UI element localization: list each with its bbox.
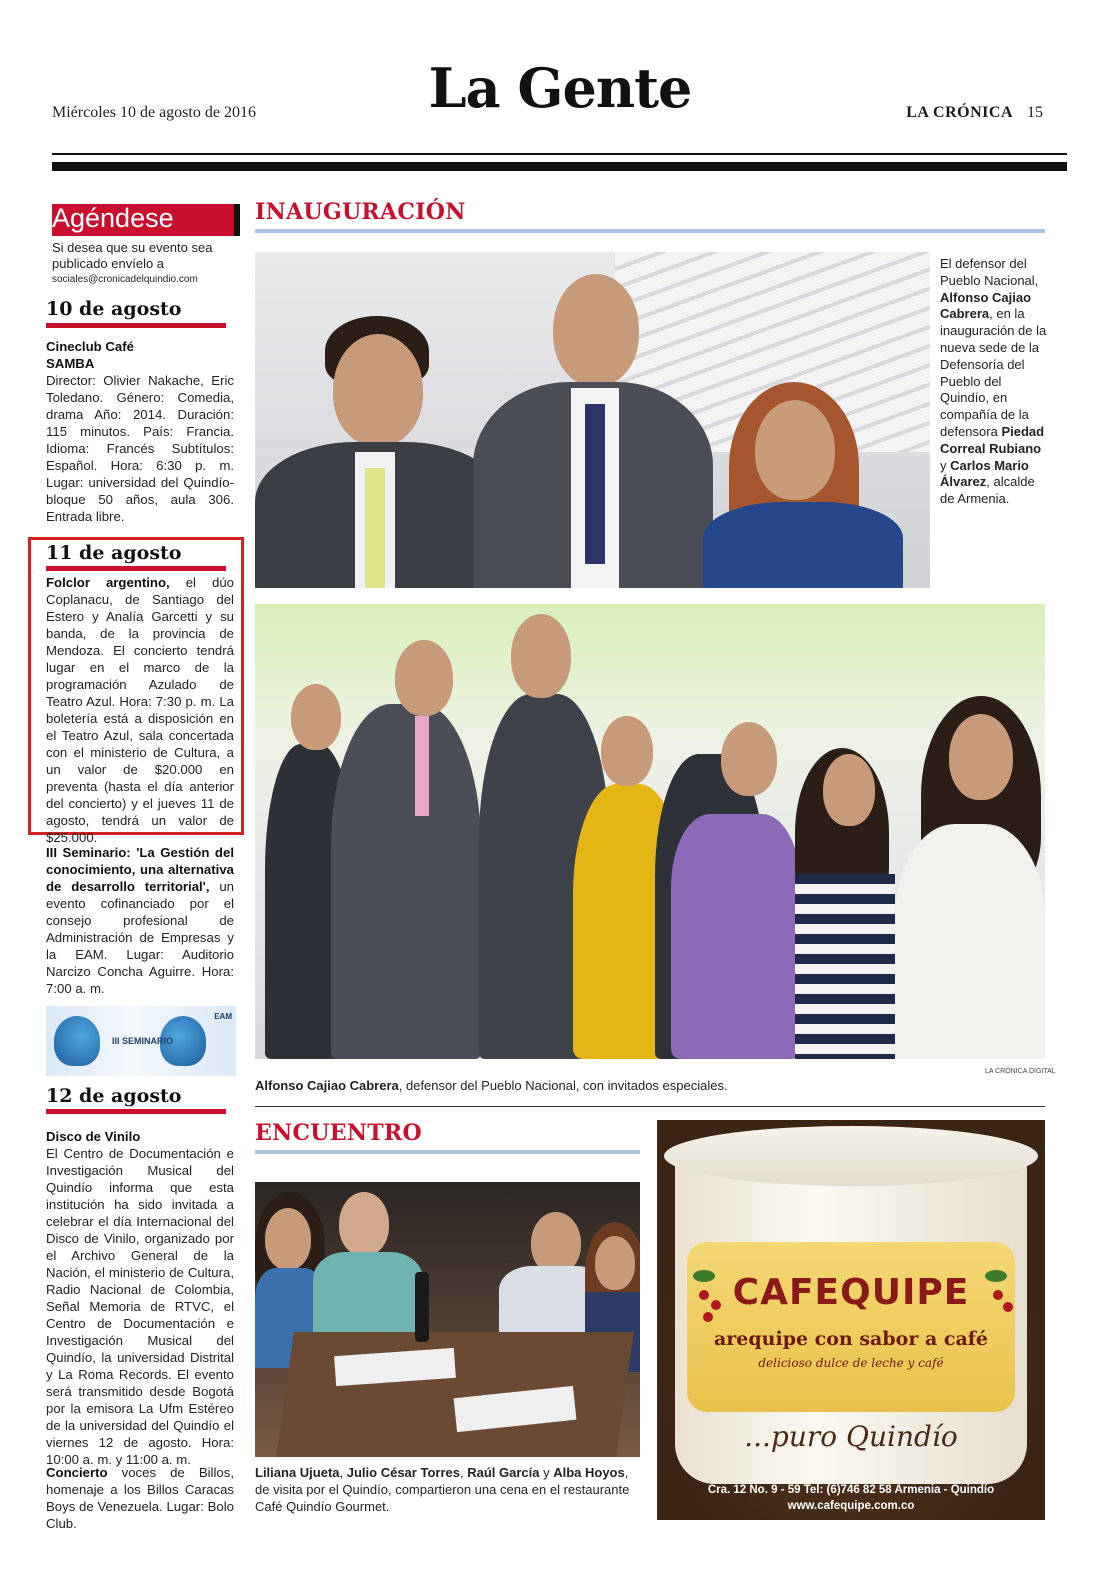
caption-name: Alfonso Cajiao Cabrera xyxy=(940,289,1032,322)
photo-credit: LA CRÓNICA DIGITAL xyxy=(985,1068,1056,1075)
event-cineclub-title: Cineclub Café xyxy=(46,339,134,354)
caption-text: , de visita por el Quindío, compartieron una cena en el restaurante Café Quindío Gourmet. xyxy=(255,1465,630,1514)
caption-text: , xyxy=(459,1465,468,1480)
coffee-berry-icon xyxy=(703,1312,713,1322)
agenda-title: Agéndese xyxy=(52,203,174,233)
person-face xyxy=(531,1212,581,1274)
caption-text: , xyxy=(339,1465,347,1480)
event-cineclub-film: SAMBA xyxy=(46,356,95,371)
person-face xyxy=(823,754,875,826)
white-blouse xyxy=(895,824,1045,1059)
person-face xyxy=(601,716,653,786)
guests-caption xyxy=(255,1078,728,1093)
day-heading-12: 12 de agosto xyxy=(46,1085,182,1107)
masthead-thin-rule xyxy=(52,153,1067,155)
inauguracion-rule xyxy=(255,229,1045,233)
agenda-email: sociales@cronicadelquindio.com xyxy=(52,274,198,285)
encuentro-heading: ENCUENTRO xyxy=(255,1120,422,1146)
person-face xyxy=(755,400,835,500)
encuentro-rule xyxy=(255,1150,640,1154)
caption-text: , alcalde de Armenia. xyxy=(940,474,1035,507)
caption-name: Julio César Torres xyxy=(346,1465,460,1480)
cup-label xyxy=(687,1242,1015,1412)
caption-name: Liliana Ujueta xyxy=(255,1465,340,1480)
day-rule-10 xyxy=(46,323,226,328)
page-number: 15 xyxy=(1027,104,1043,121)
caption-text: y xyxy=(539,1465,554,1480)
event-concierto xyxy=(46,1464,234,1532)
seminar-banner-image xyxy=(46,1006,236,1076)
tie xyxy=(365,468,385,588)
caption-name: Carlos Mario Álvarez xyxy=(940,457,1029,490)
person-face xyxy=(395,640,453,716)
caption-text: y xyxy=(940,457,951,473)
purple-dress xyxy=(671,814,801,1059)
person-face xyxy=(553,274,639,386)
event-vinilo-title: Disco de Vinilo xyxy=(46,1129,141,1144)
event-seminario-text: un evento cofinanciado por el consejo profesional de Administración de Empresas y la EAM. Lugar: Auditorio Narcizo Concha Aguirre. Hora: 7:00 a. m. xyxy=(46,879,234,996)
person-shirt xyxy=(313,1252,423,1342)
cup-lid xyxy=(664,1126,1038,1186)
caption-text: , defensor del Pueblo Nacional, con invitados especiales. xyxy=(398,1078,728,1093)
seminar-banner-label: III SEMINARIO xyxy=(112,1036,174,1046)
ad-website: www.cafequipe.com.co xyxy=(787,1500,915,1512)
event-folclor xyxy=(46,574,234,846)
inauguration-side-caption xyxy=(940,256,1050,508)
caption-name: Raúl García xyxy=(467,1465,540,1480)
tie xyxy=(585,404,605,564)
event-seminario xyxy=(46,844,234,997)
person-face xyxy=(721,722,777,796)
event-folclor-text: el dúo Coplanacu, de Santiago del Estero y Analía Garcetti y su banda, de la provincia de Mendoza. El concierto tendrá lugar en el marco de la programación Azulado de Teatro Azul. Hora: 7:30 p. m. La boletería está a disposición en el Teatro Azul, sala concertada con el ministerio de Cultura, a un valor de $20.000 en preventa (hasta el día anterior del concierto) y el jueves 11 de agosto, tendrá un valor de $25.000. xyxy=(46,575,234,845)
person-face xyxy=(595,1236,635,1290)
wine-bottle xyxy=(415,1272,429,1342)
ad-brand: CAFEQUIPE xyxy=(732,1272,970,1313)
event-cineclub-text: Director: Olivier Nakache, Eric Toledano. Género: Comedia, drama Año: 2014. Duración: 115 minutos. País: Francia. Idioma: Francés Subtítulos: Español. Hora: 6:30 p. m. Lugar: universidad del Quindío-bloque 50 años, aula 306. Entrada libre. xyxy=(46,373,234,524)
ad-tagline: arequipe con sabor a café xyxy=(713,1328,989,1350)
event-concierto-title: Concierto xyxy=(46,1465,108,1480)
section-divider xyxy=(255,1106,1045,1107)
ad-subtagline: delicioso dulce de leche y café xyxy=(758,1356,944,1370)
inauguration-photo xyxy=(255,252,930,588)
striped-top xyxy=(795,874,895,1059)
person-face xyxy=(339,1192,389,1256)
ad-slogan: ...puro Quindío xyxy=(744,1420,958,1453)
caption-name: Alba Hoyos xyxy=(553,1465,625,1480)
person-face xyxy=(511,614,571,698)
person-suit xyxy=(331,704,481,1059)
event-seminario-title: III Seminario: 'La Gestión del conocimiento, una alternativa de desarrollo territorial', xyxy=(46,845,234,894)
caption-name: Alfonso Cajiao Cabrera xyxy=(255,1078,399,1093)
person-face xyxy=(291,684,341,750)
person-face xyxy=(949,714,1013,800)
caption-text: , en la inauguración de la nueva sede de la Defensoría del Pueblo del Quindío, en compañía de la defensora xyxy=(940,306,1047,439)
event-folclor-title: Folclor argentino, xyxy=(46,575,170,590)
issue-date: Miércoles 10 de agosto de 2016 xyxy=(52,104,256,121)
caption-text: El defensor del Pueblo Nacional, xyxy=(940,256,1039,288)
inauguracion-heading: INAUGURACIÓN xyxy=(255,199,466,225)
day-rule-12 xyxy=(46,1109,226,1114)
eam-logo: EAM xyxy=(214,1012,232,1021)
dinner-caption xyxy=(255,1464,640,1515)
day-rule-11 xyxy=(46,566,226,571)
day-heading-11: 11 de agosto xyxy=(46,542,182,564)
event-cineclub xyxy=(46,338,234,525)
day-heading-10: 10 de agosto xyxy=(46,298,182,320)
newspaper-name: LA CRÓNICA xyxy=(906,104,1013,121)
masthead-thick-rule xyxy=(52,162,1067,171)
ad-address: Cra. 12 No. 9 - 59 Tel: (6)746 82 58 Armenia - Quindío xyxy=(707,1484,995,1496)
event-vinilo xyxy=(46,1128,234,1468)
event-concierto-text: voces de Billos, homenaje a los Billos Caracas Boys de Venezuela. Lugar: Bolo Club. xyxy=(46,1465,234,1531)
agenda-header-bar xyxy=(234,204,240,236)
cafequipe-ad xyxy=(657,1120,1045,1520)
caption-name: Piedad Correal Rubiano xyxy=(940,423,1045,456)
person-vest xyxy=(703,502,903,588)
tie xyxy=(415,716,429,816)
person-face xyxy=(333,334,423,446)
section-title: La Gente xyxy=(428,56,692,120)
person-face xyxy=(265,1208,311,1270)
agenda-subtitle: Si desea que su evento sea publicado envíelo a xyxy=(52,240,213,271)
dinner-photo xyxy=(255,1182,640,1457)
table xyxy=(276,1332,634,1457)
event-vinilo-text: El Centro de Documentación e Investigación Musical del Quindío informa que esta institución ha sido invitada a celebrar el día Internacional del Disco de Vinilo, organizado por el Archivo General de la Nación, el ministerio de Cultura, Radio Nacional de Colombia, Señal Memoria de RTVC, el Centro de Documentación e Investigación Musical del Quindío, la universidad Distrital y La Roma Records. El evento será transmitido desde Bogotá por la emisora La Ufm Estéreo de la universidad del Quindío el viernes 12 de agosto. Hora: 10:00 a. m. y 11:00 a. m. xyxy=(46,1146,234,1467)
head-silhouette-icon xyxy=(54,1016,100,1066)
guests-photo xyxy=(255,604,1045,1059)
